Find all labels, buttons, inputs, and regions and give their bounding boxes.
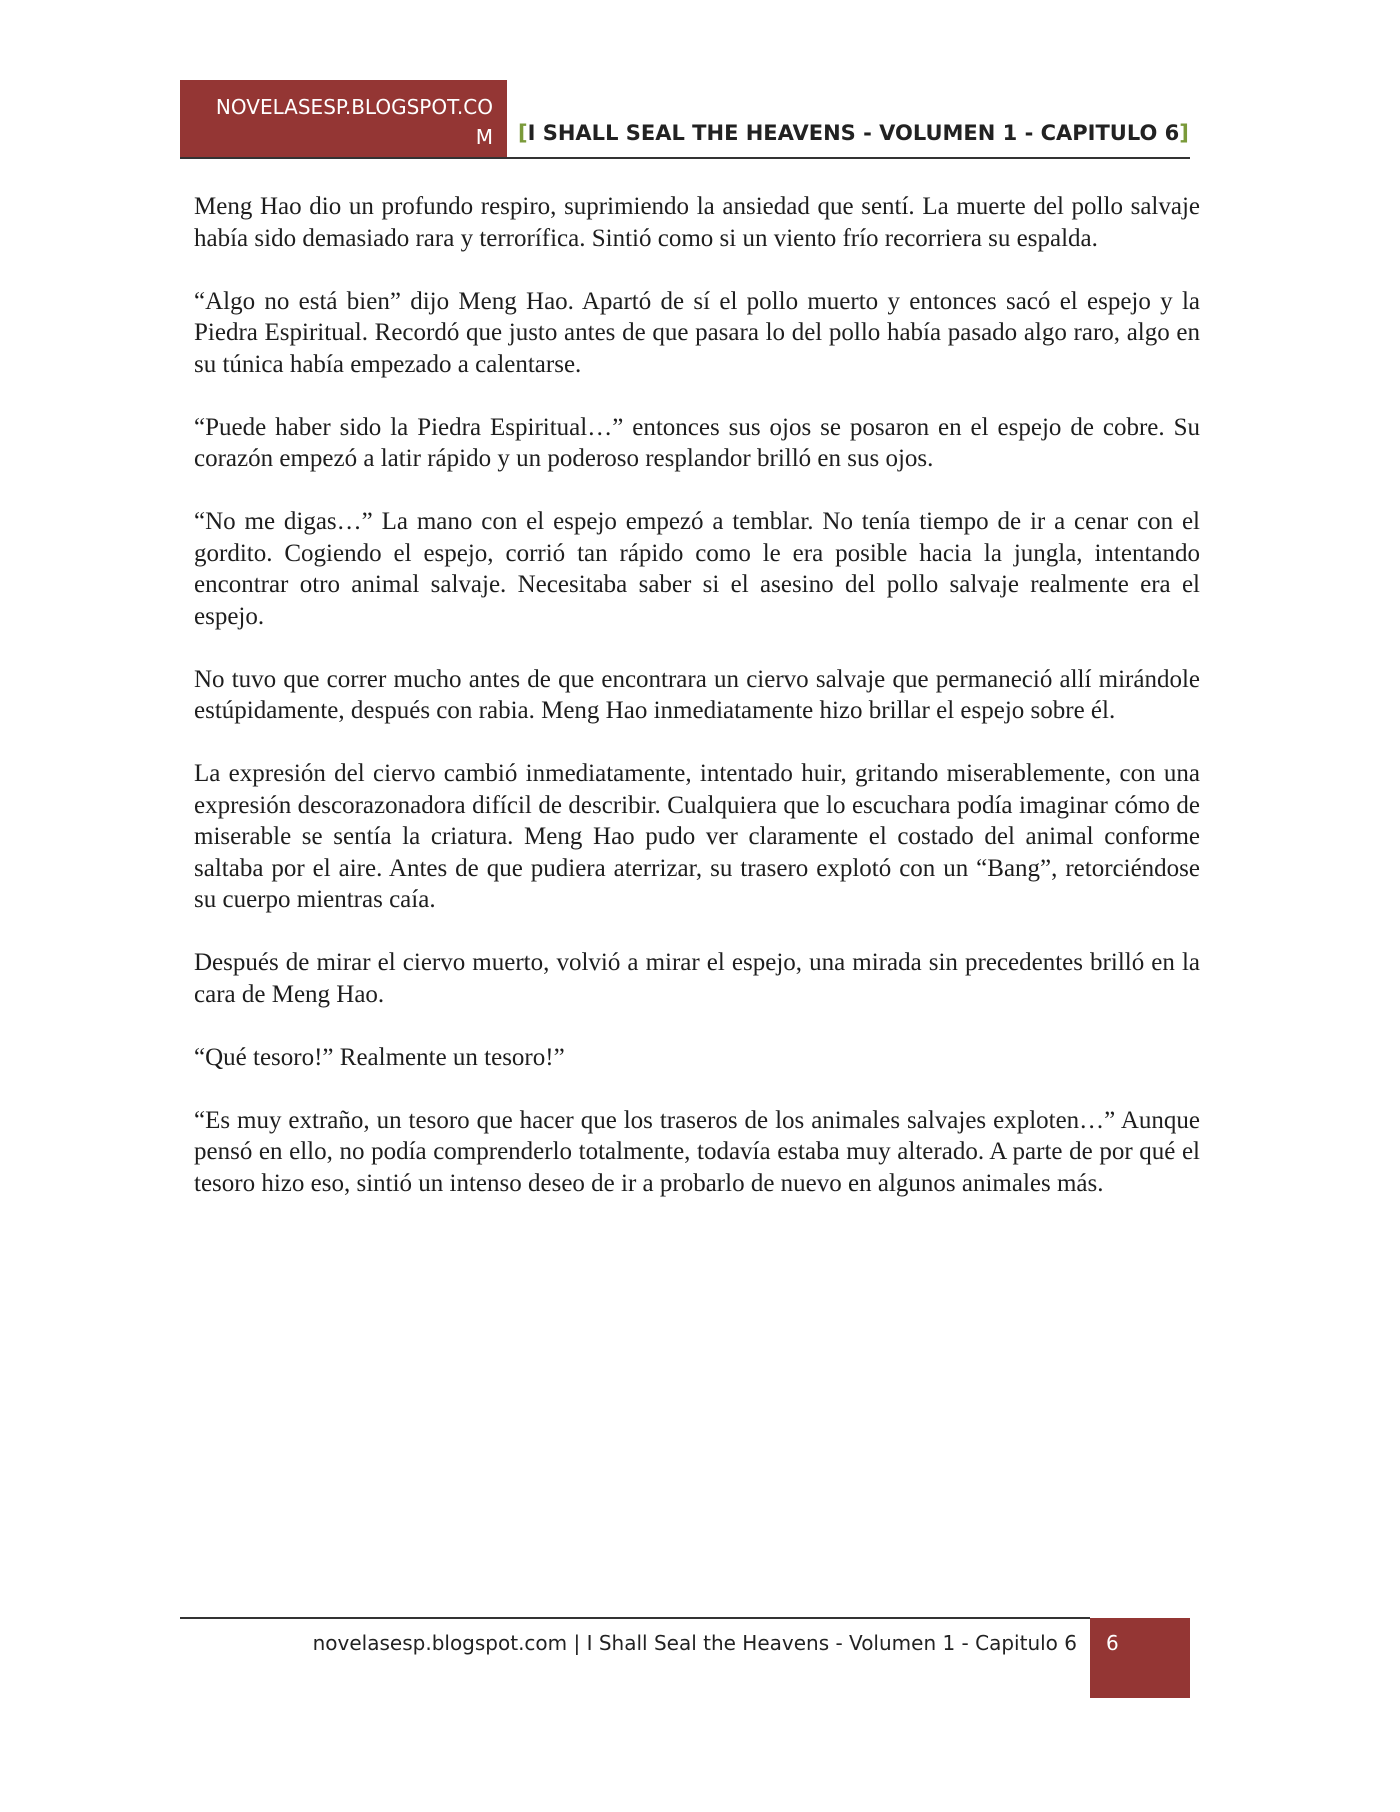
paragraph: “Algo no está bien” dijo Meng Hao. Apartó de sí el pollo muerto y entonces sacó el espejo y la Piedra Espiritual. Recordó que justo antes de que pasara lo del pollo había pasado algo raro, algo en su túnica había empezado a calentarse. bbox=[194, 287, 1200, 378]
header-title bbox=[518, 118, 1189, 148]
paragraph: Después de mirar el ciervo muerto, volvió a mirar el espejo, una mirada sin precedentes brilló en la cara de Meng Hao. bbox=[194, 949, 1200, 1008]
paragraph: “Qué tesoro!” Realmente un tesoro!” bbox=[194, 1043, 565, 1071]
paragraph: La expresión del ciervo cambió inmediatamente, intentado huir, gritando miserablemente, con una expresión descorazonadora difícil de describir. Cualquiera que lo escuchara podía imaginar cómo de miserable se sentía la criatura. Meng Hao pudo ver claramente el costado del animal conforme saltaba por el aire. Antes de que pudiera aterrizar, su trasero explotó con un “Bang”, retorciéndose su cuerpo mientras caía. bbox=[194, 760, 1200, 913]
header-site-box bbox=[180, 80, 507, 158]
paragraph: “Es muy extraño, un tesoro que hacer que los traseros de los animales salvajes exploten…” Aunque pensó en ello, no podía comprenderlo totalmente, todavía estaba muy alterado. A parte de por qué el tesoro hizo eso, sintió un intenso deseo de ir a probarlo de nuevo en algunos animales más. bbox=[194, 1106, 1200, 1197]
header-title-open-bracket: [ bbox=[518, 121, 528, 145]
header-title-close-bracket: ] bbox=[1179, 121, 1189, 145]
page-number-box bbox=[1090, 1618, 1190, 1698]
chapter-body bbox=[194, 191, 1200, 1231]
header-divider bbox=[180, 157, 1190, 159]
header-title-text: I SHALL SEAL THE HEAVENS - VOLUMEN 1 - CAPITULO 6 bbox=[527, 121, 1180, 145]
page-number: 6 bbox=[1106, 1631, 1119, 1655]
paragraph: No tuvo que correr mucho antes de que encontrara un ciervo salvaje que permaneció allí mirándole estúpidamente, después con rabia. Meng Hao inmediatamente hizo brillar el espejo sobre él. bbox=[194, 665, 1200, 724]
paragraph: “Puede haber sido la Piedra Espiritual…” entonces sus ojos se posaron en el espejo de cobre. Su corazón empezó a latir rápido y un poderoso resplandor brilló en sus ojos. bbox=[194, 413, 1200, 472]
paragraph: Meng Hao dio un profundo respiro, suprimiendo la ansiedad que sentí. La muerte del pollo salvaje había sido demasiado rara y terrorífica. Sintió como si un viento frío recorriera su espalda. bbox=[194, 193, 1200, 252]
paragraph: “No me digas…” La mano con el espejo empezó a temblar. No tenía tiempo de ir a cenar con el gordito. Cogiendo el espejo, corrió tan rápido como le era posible hacia la jungla, intentando encontrar otro animal salvaje. Necesitaba saber si el asesino del pollo salvaje realmente era el espejo. bbox=[194, 508, 1200, 630]
footer-text: novelasesp.blogspot.com | I Shall Seal the Heavens - Volumen 1 - Capitulo 6 bbox=[312, 1631, 1077, 1655]
footer-divider bbox=[180, 1617, 1090, 1619]
header-site-name: NOVELASESP.BLOGSPOT.COM bbox=[215, 95, 493, 149]
